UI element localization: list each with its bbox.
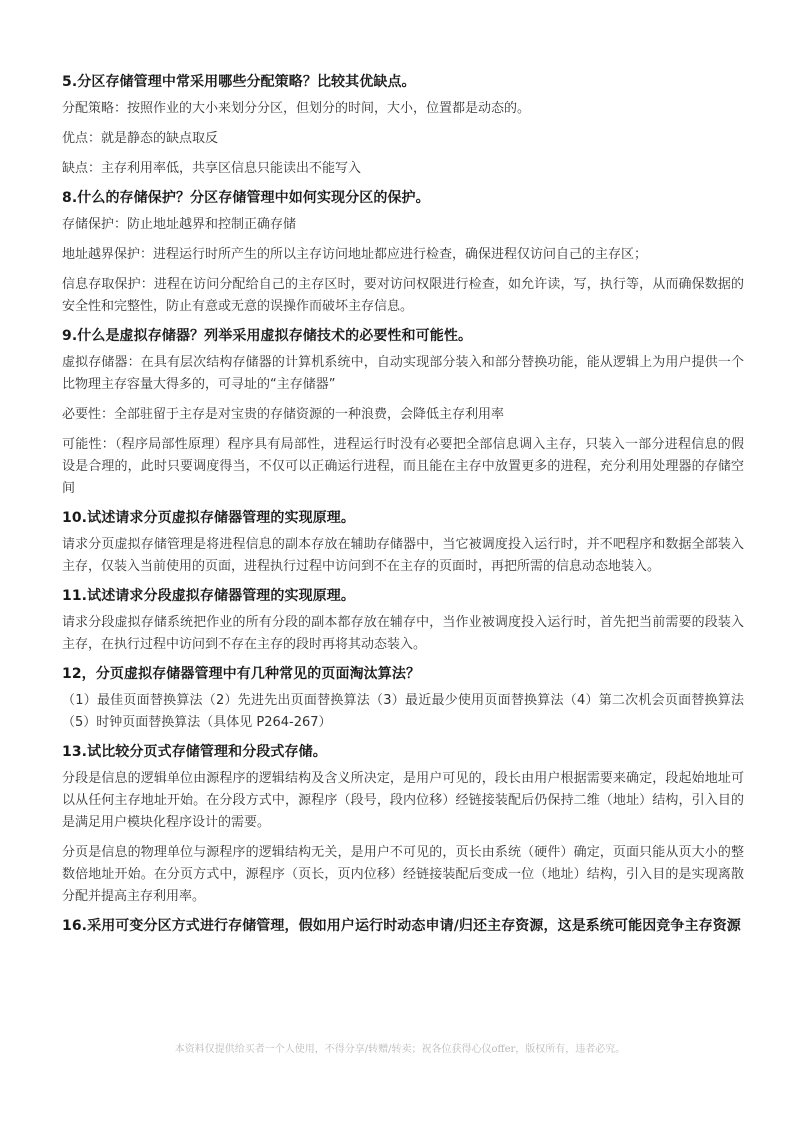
section-q11: [62, 586, 744, 656]
section-q16: [62, 916, 744, 936]
section-heading: 11.试述请求分段虚拟存储器管理的实现原理。: [62, 588, 355, 604]
section-q8: [62, 188, 744, 318]
section-q10: [62, 508, 744, 578]
section-heading: 9.什么是虚拟存储器？列举采用虚拟存储技术的必要性和可能性。: [62, 328, 473, 344]
section-heading: 5.分区存储管理中常采用哪些分配策略？比较其优缺点。: [62, 74, 416, 90]
section-paragraph: 分页是信息的物理单位与源程序的逻辑结构无关，是用户不可见的，页长由系统（硬件）确定，页面只能从页大小的整数倍地址开始。在分页方式中，源程序（页长，页内位移）经链接装配后变成一位（地址）结构，引入目的是实现离散分配并提高主存利用率。: [62, 845, 744, 904]
section-paragraph: 请求分段虚拟存储系统把作业的所有分段的副本都存放在辅存中，当作业被调度投入运行时，首先把当前需要的段装入主存，在执行过程中访问到不存在主存的段时再将其动态装入。: [62, 615, 744, 652]
section-heading: 8.什么的存储保护？分区存储管理中如何实现分区的保护。: [62, 190, 430, 206]
section-paragraph: 分配策略：按照作业的大小来划分分区，但划分的时间，大小，位置都是动态的。: [62, 101, 531, 116]
section-paragraph: 虚拟存储器：在具有层次结构存储器的计算机系统中，自动实现部分装入和部分替换功能，能从逻辑上为用户提供一个比物理主存容量大得多的，可寻址的“主存储器”: [62, 355, 744, 392]
section-paragraph: 分段是信息的逻辑单位由源程序的逻辑结构及含义所决定，是用户可见的，段长由用户根据需要来确定，段起始地址可以从任何主存地址开始。在分段方式中，源程序（段号，段内位移）经链接装配后仍保持二维（地址）结构，引入目的是满足用户模块化程序设计的需要。: [62, 771, 744, 830]
section-paragraph: 可能性：（程序局部性原理）程序具有局部性，进程运行时没有必要把全部信息调入主存，只装入一部分进程信息的假设是合理的，此时只要调度得当，不仅可以正确运行进程，而且能在主存中放置更多的进程，充分利用处理器的存储空间: [62, 437, 744, 496]
copyright-footer: 本资料仅提供给买者一个人使用，不得分享/转赠/转卖；祝各位获得心仪offer，版权所有，违者必究。: [174, 1044, 626, 1055]
section-paragraph: 优点：就是静态的缺点取反: [62, 131, 219, 146]
section-paragraph: 缺点：主存利用率低，共享区信息只能读出不能写入: [62, 161, 362, 176]
section-paragraph: （1）最佳页面替换算法（2）先进先出页面替换算法（3）最近最少使用页面替换算法（4）第二次机会页面替换算法（5）时钟页面替换算法（具体见 P264-267）: [62, 693, 744, 730]
section-q12: [62, 664, 744, 734]
section-q13: [62, 742, 744, 908]
section-q5: [62, 72, 744, 180]
section-heading: 12，分页虚拟存储器管理中有几种常见的页面淘汰算法？: [62, 666, 421, 682]
section-paragraph: 信息存取保护：进程在访问分配给自己的主存区时，要对访问权限进行检查，如允许读，写，执行等，从而确保数据的安全性和完整性，防止有意或无意的误操作而破坏主存信息。: [62, 277, 744, 314]
section-paragraph: 必要性：全部驻留于主存是对宝贵的存储资源的一种浪费，会降低主存利用率: [62, 407, 505, 422]
section-paragraph: 地址越界保护：进程运行时所产生的所以主存访问地址都应进行检查，确保进程仅访问自己的主存区；: [62, 247, 648, 262]
section-heading: 16.采用可变分区方式进行存储管理，假如用户运行时动态申请/归还主存资源，这是系统可能因竞争主存资源: [62, 918, 741, 934]
section-q9: [62, 326, 744, 500]
section-paragraph: 请求分页虚拟存储管理是将进程信息的副本存放在辅助存储器中，当它被调度投入运行时，并不吧程序和数据全部装入主存，仅装入当前使用的页面，进程执行过程中访问到不在主存的页面时，再把所需的信息动态地装入。: [62, 537, 744, 574]
document-content: [62, 72, 744, 942]
section-heading: 10.试述请求分页虚拟存储器管理的实现原理。: [62, 510, 355, 526]
section-paragraph: 存储保护：防止地址越界和控制正确存储: [62, 217, 297, 232]
section-heading: 13.试比较分页式存储管理和分段式存储。: [62, 744, 327, 760]
